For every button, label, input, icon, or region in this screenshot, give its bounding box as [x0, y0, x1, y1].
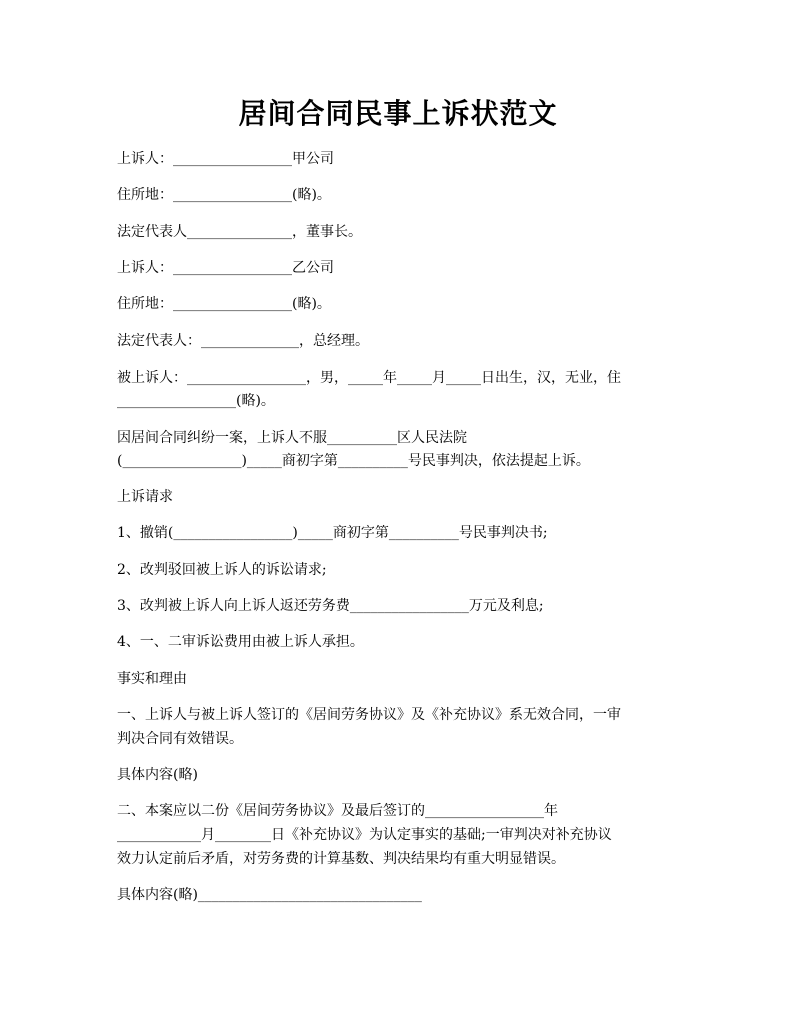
- appellant-2-representative: 法定代表人：______________，总经理。: [117, 333, 369, 349]
- claim-item-4: 4、一、二审诉讼费用由被上诉人承担。: [117, 634, 364, 650]
- appellant-1-address: 住所地：_________________(略)。: [117, 187, 331, 203]
- fact-2-details: 具体内容(略)________________________________: [117, 887, 422, 903]
- fact-1-details: 具体内容(略): [117, 767, 198, 783]
- fact-1-line-2: 判决合同有效错误。: [117, 731, 243, 747]
- appellee-info-line-2: _________________(略)。: [117, 393, 275, 409]
- claim-item-3: 3、改判被上诉人向上诉人返还劳务费_________________万元及利息;: [117, 598, 544, 614]
- fact-2-line-3: 效力认定前后矛盾，对劳务费的计算基数、判决结果均有重大明显错误。: [117, 851, 565, 867]
- appellant-1-name: 上诉人：_________________甲公司: [117, 151, 334, 167]
- fact-2-line-1: 二、本案应以二份《居间劳务协议》及最后签订的_________________年: [117, 803, 558, 819]
- fact-1-line-1: 一、上诉人与被上诉人签订的《居间劳务协议》及《补充协议》系无效合同，一审: [117, 707, 621, 723]
- appellee-info-line-1: 被上诉人：_________________，男，_____年_____月_____日出生，汉，无业，住: [117, 370, 621, 386]
- fact-2-line-2: ____________月________日《补充协议》为认定事实的基础;一审判决对补充协议: [117, 827, 612, 843]
- section-heading-claims: 上诉请求: [117, 489, 173, 505]
- section-heading-facts: 事实和理由: [117, 671, 187, 687]
- appellant-2-address: 住所地：_________________(略)。: [117, 296, 331, 312]
- appellant-1-representative: 法定代表人_______________，董事长。: [117, 224, 362, 240]
- document-title: 居间合同民事上诉状范文: [238, 97, 558, 130]
- case-intro-line-1: 因居间合同纠纷一案，上诉人不服__________区人民法院: [117, 430, 467, 446]
- case-intro-line-2: (_________________)_____商初字第__________号民事判决，依法提起上诉。: [117, 453, 590, 469]
- claim-item-2: 2、改判驳回被上诉人的诉讼请求;: [117, 562, 327, 578]
- claim-item-1: 1、撤销(_________________)_____商初字第__________号民事判决书;: [117, 525, 548, 541]
- appellant-2-name: 上诉人：_________________乙公司: [117, 260, 334, 276]
